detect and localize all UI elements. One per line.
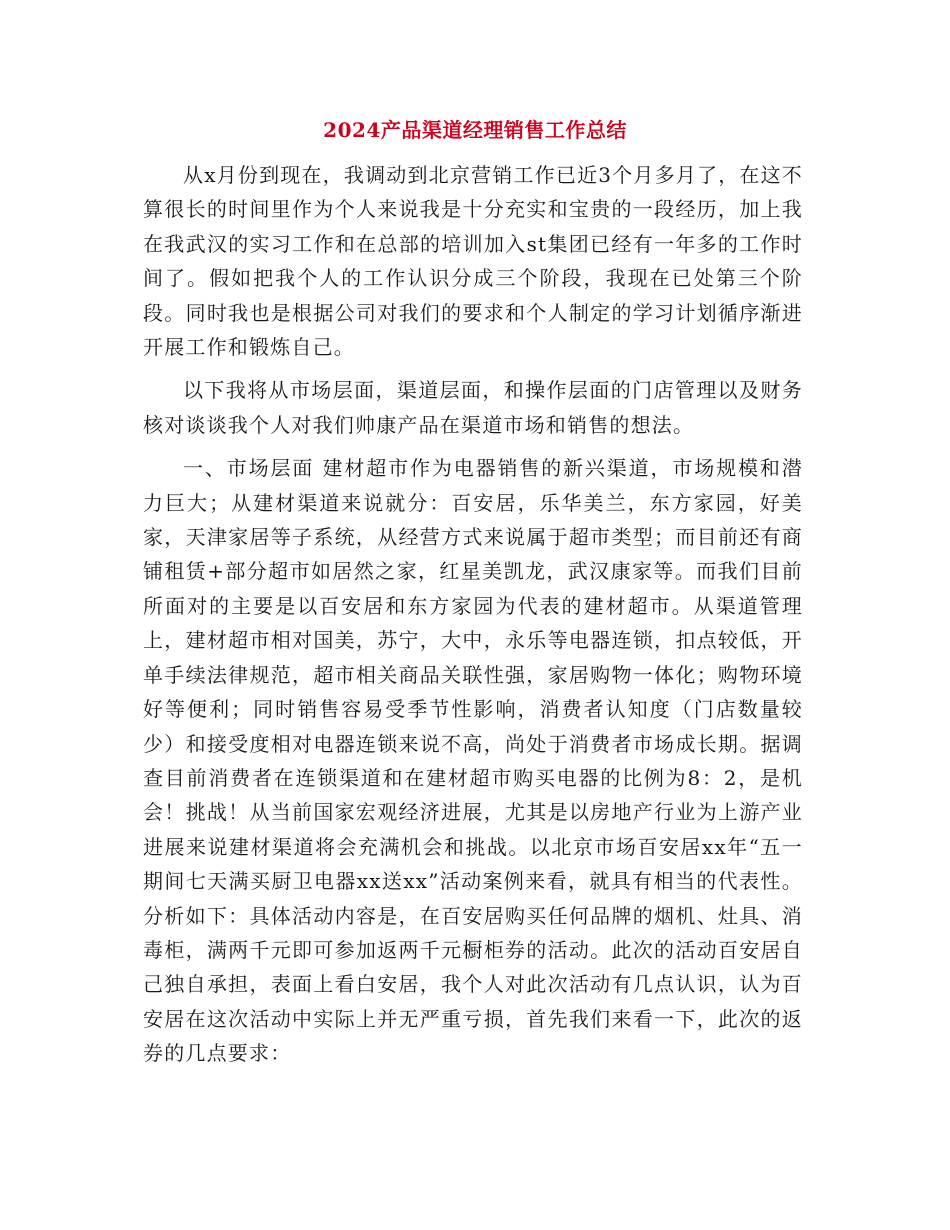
paragraph-market-level: 一、市场层面 建材超市作为电器销售的新兴渠道，市场规模和潜力巨大；从建材渠道来说就分：百安居，乐华美兰，东方家园，好美家，天津家居等子系统，从经营方式来说属于超市类型；而目前还有商铺租赁+部分超市如居然之家，红星美凯龙，武汉康家等。而我们目前所面对的主要是以百安居和东方家园为代表的建材超市。从渠道管理上，建材超市相对国美，苏宁，大中，永乐等电器连锁，扣点较低，开单手续法律规范，超市相关商品关联性强，家居购物一体化；购物环境好等便利；同时销售容易受季节性影响，消费者认知度（门店数量较少）和接受度相对电器连锁来说不高，尚处于消费者市场成长期。据调查目前消费者在连锁渠道和在建材超市购买电器的比例为8：2，是机会！挑战！从当前国家宏观经济进展，尤其是以房地产行业为上游产业进展来说建材渠道将会充满机会和挑战。以北京市场百安居xx年“五一期间七天满买厨卫电器xx送xx”活动案例来看，就具有相当的代表性。分析如下：具体活动内容是，在百安居购买任何品牌的烟机、灶具、消毒柜，满两千元即可参加返两千元橱柜券的活动。此次的活动百安居自己独自承担，表面上看白安居，我个人对此次活动有几点认识，认为百安居在这次活动中实际上并无严重亏损，首先我们来看一下，此次的返券的几点要求： xyxy=(143,456,803,1066)
document-title: 2024产品渠道经理销售工作总结 xyxy=(323,118,627,142)
document-body xyxy=(143,158,803,1080)
paragraph-intro: 从x月份到现在，我调动到北京营销工作已近3个月多月了，在这不算很长的时间里作为个人来说我是十分充实和宝贵的一段经历，加上我在我武汉的实习工作和在总部的培训加入st集团已经有一年多的工作时间了。假如把我个人的工作认识分成三个阶段，我现在已处第三个阶段。同时我也是根据公司对我们的要求和个人制定的学习计划循序渐进开展工作和锻炼自己。 xyxy=(143,163,804,360)
paragraph-overview: 以下我将从市场层面，渠道层面，和操作层面的门店管理以及财务核对谈谈我个人对我们帅康产品在渠道市场和销售的想法。 xyxy=(143,378,803,437)
